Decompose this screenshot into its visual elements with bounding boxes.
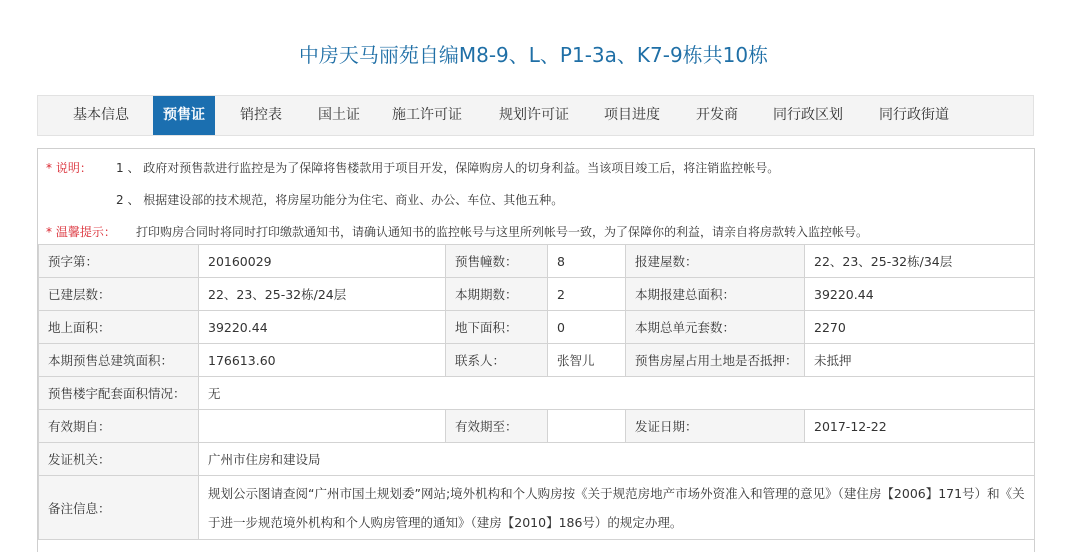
reported-floors-value: 22、23、25-32栋/34层 <box>805 245 1035 278</box>
table-row <box>39 377 1035 410</box>
remark-label: 备注信息： <box>39 476 199 540</box>
above-area-label: 地上面积： <box>39 311 199 344</box>
total-area-label: 本期预售总建筑面积： <box>39 344 199 377</box>
under-area-value: 0 <box>548 311 626 344</box>
valid-from-label: 有效期自： <box>39 410 199 443</box>
presale-buildings-label: 预售幢数： <box>446 245 548 278</box>
presale-buildings-value: 8 <box>548 245 626 278</box>
reported-area-value: 39220.44 <box>805 278 1035 311</box>
table-row <box>39 245 1035 278</box>
tab-project-progress[interactable]: 项目进度 <box>604 107 660 123</box>
tab-construction-permit[interactable]: 施工许可证 <box>392 107 462 123</box>
table-row <box>39 278 1035 311</box>
tab-developer[interactable]: 开发商 <box>696 107 738 123</box>
total-area-value: 176613.60 <box>199 344 446 377</box>
note-label: * 说明： <box>46 161 92 175</box>
table-row <box>39 311 1035 344</box>
page-title: 中房天马丽苑自编M8-9、L、P1-3a、K7-9栋共10栋 <box>298 43 769 67</box>
period-label: 本期期数： <box>446 278 548 311</box>
period-value: 2 <box>548 278 626 311</box>
authority-value: 广州市住房和建设局 <box>199 443 1035 476</box>
reported-area-label: 本期报建总面积： <box>626 278 805 311</box>
tab-bar <box>37 95 1034 136</box>
remark-value: 规划公示图请查阅“广州市国土规划委”网站;境外机构和个人购房按《关于规范房地产市场外资准入和管理的意见》（建住房【2006】171号）和《关于进一步规范境外机构和个人购房管理的通知》（建房【2010】186号）的规定办理。 <box>199 476 1035 540</box>
tab-same-district[interactable]: 同行政区划 <box>773 107 843 123</box>
table-row <box>39 344 1035 377</box>
issue-date-label: 发证日期： <box>626 410 805 443</box>
notice-box <box>38 149 1034 245</box>
above-area-value: 39220.44 <box>199 311 446 344</box>
tab-basic-info[interactable]: 基本信息 <box>73 107 129 123</box>
tab-sales-control[interactable]: 销控表 <box>240 107 282 123</box>
note-line-2: 2 、 根据建设部的技术规范，将房屋功能分为住宅、商业、办公、车位、其他五种。 <box>116 193 564 207</box>
table-row <box>39 410 1035 443</box>
built-floors-label: 已建层数： <box>39 278 199 311</box>
presale-permit-panel <box>37 148 1035 552</box>
valid-from-value <box>199 410 446 443</box>
mortgage-value: 未抵押 <box>805 344 1035 377</box>
contact-label: 联系人： <box>446 344 548 377</box>
units-value: 2270 <box>805 311 1035 344</box>
table-row <box>39 443 1035 476</box>
permit-info-table <box>38 244 1035 540</box>
table-row <box>39 476 1035 540</box>
tab-land-cert[interactable]: 国土证 <box>318 107 360 123</box>
built-floors-value: 22、23、25-32栋/24层 <box>199 278 446 311</box>
facility-value: 无 <box>199 377 1035 410</box>
authority-label: 发证机关： <box>39 443 199 476</box>
reported-floors-label: 报建屋数： <box>626 245 805 278</box>
mortgage-label: 预售房屋占用土地是否抵押： <box>626 344 805 377</box>
tab-same-street[interactable]: 同行政街道 <box>879 107 949 123</box>
valid-to-value <box>548 410 626 443</box>
units-label: 本期总单元套数： <box>626 311 805 344</box>
tab-planning-permit[interactable]: 规划许可证 <box>499 107 569 123</box>
under-area-label: 地下面积： <box>446 311 548 344</box>
tab-presale-permit[interactable]: 预售证 <box>153 96 215 135</box>
tip-text: 打印购房合同时将同时打印缴款通知书，请确认通知书的监控帐号与这里所列帐号一致，为了保障你的利益，请亲自将房款转入监控帐号。 <box>136 225 869 239</box>
presale-no-label: 预字第： <box>39 245 199 278</box>
note-line-1: 1 、 政府对预售款进行监控是为了保障将售楼款用于项目开发，保障购房人的切身利益。当该项目竣工后，将注销监控帐号。 <box>116 161 780 175</box>
presale-no-value: 20160029 <box>199 245 446 278</box>
issue-date-value: 2017-12-22 <box>805 410 1035 443</box>
valid-to-label: 有效期至： <box>446 410 548 443</box>
facility-label: 预售楼宇配套面积情况： <box>39 377 199 410</box>
contact-value: 张智儿 <box>548 344 626 377</box>
tip-label: * 温馨提示： <box>46 225 116 239</box>
